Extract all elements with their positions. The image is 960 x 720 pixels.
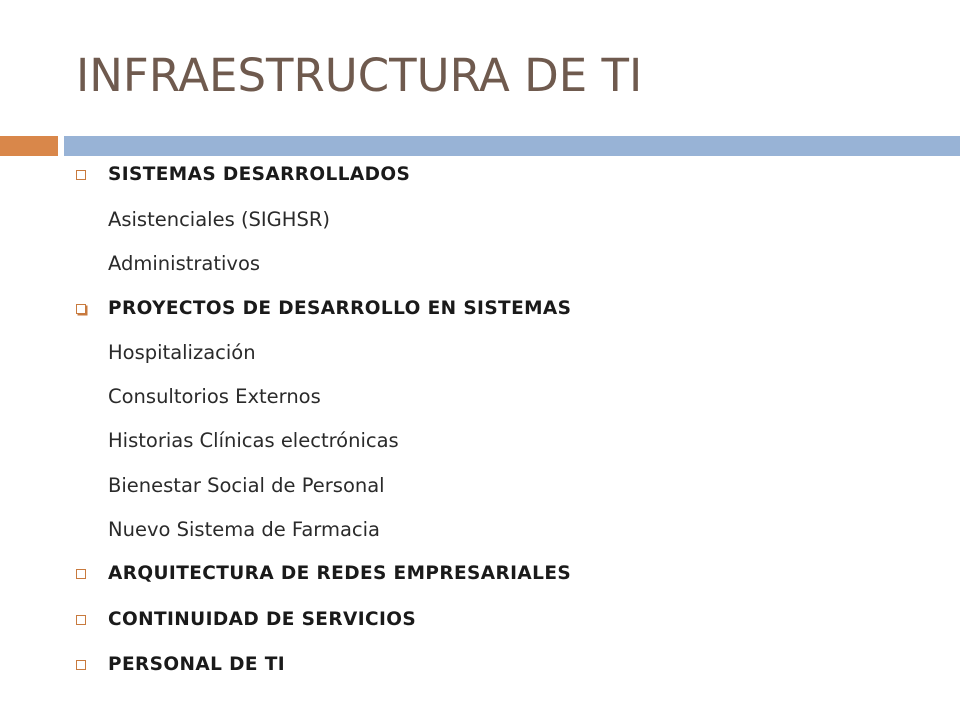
bullet-heading: ARQUITECTURA DE REDES EMPRESARIALES — [108, 563, 572, 584]
sub-item-text: Consultorios Externos — [108, 385, 321, 408]
sub-item-text: Administrativos — [108, 252, 261, 275]
bullet-heading: PERSONAL DE TI — [108, 654, 286, 675]
hollow-square-icon — [76, 170, 86, 180]
hollow-square-icon — [76, 569, 86, 579]
shadowed-square-icon — [76, 304, 86, 314]
hollow-square-icon — [76, 660, 86, 670]
bullet-heading: SISTEMAS DESARROLLADOS — [108, 164, 411, 185]
bullet-heading: PROYECTOS DE DESARROLLO EN SISTEMAS — [108, 298, 572, 319]
slide-title: INFRAESTRUCTURA DE TI — [76, 49, 643, 102]
accent-bar-orange — [0, 136, 58, 156]
sub-item-text: Asistenciales (SIGHSR) — [108, 208, 330, 231]
sub-item-text: Historias Clínicas electrónicas — [108, 429, 399, 452]
hollow-square-icon — [76, 615, 86, 625]
accent-bar-blue — [64, 136, 960, 156]
sub-item-text: Hospitalización — [108, 341, 256, 364]
sub-item-text: Nuevo Sistema de Farmacia — [108, 518, 381, 541]
bullet-heading: CONTINUIDAD DE SERVICIOS — [108, 609, 417, 630]
sub-item-text: Bienestar Social de Personal — [108, 474, 385, 497]
